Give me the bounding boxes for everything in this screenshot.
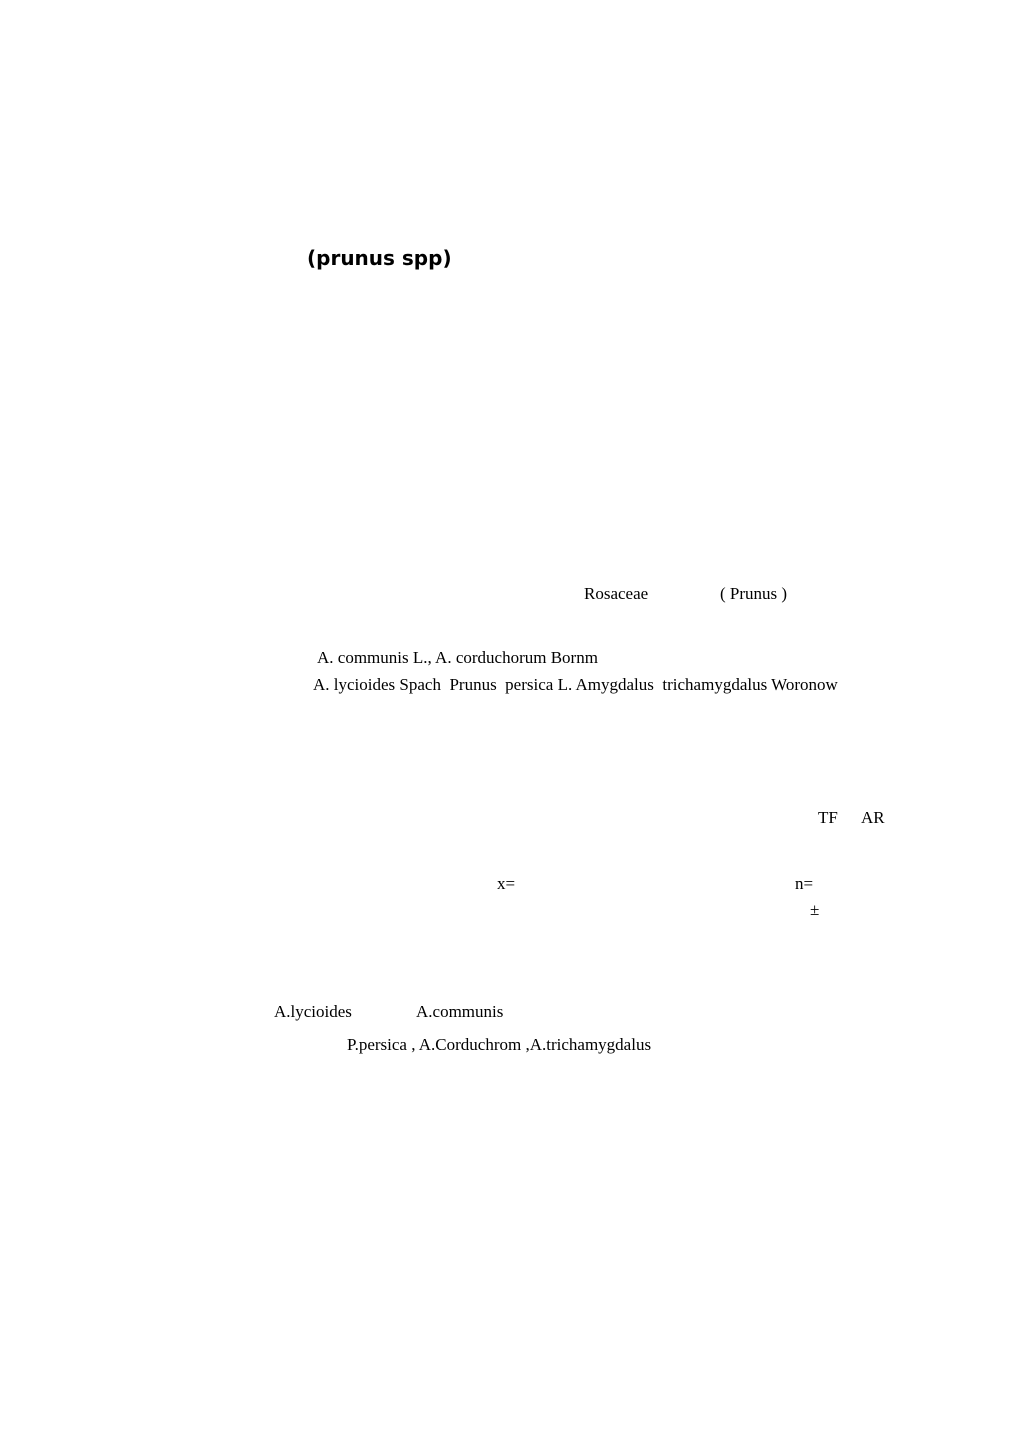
document-title: (prunus spp) (307, 246, 452, 270)
chromosome-n-label: n= (795, 874, 814, 893)
plus-minus-symbol: ± (810, 900, 820, 919)
chromosome-x-label: x= (497, 874, 516, 893)
method-tf: TF (818, 808, 838, 827)
species-line-2: A. lycioides Spach Prunus persica L. Amygdalus trichamygdalus Woronow (313, 675, 838, 694)
family-name: Rosaceae (584, 584, 649, 603)
genus-name: ( Prunus ) (720, 584, 788, 603)
method-ar: AR (861, 808, 885, 827)
result-species-others: P.persica , A.Corduchrom ,A.trichamygdalus (347, 1035, 652, 1054)
species-line-1: A. communis L., A. corduchorum Bornm (317, 648, 598, 667)
result-species-a: A.lycioides (274, 1002, 352, 1021)
result-species-b: A.communis (416, 1002, 504, 1021)
